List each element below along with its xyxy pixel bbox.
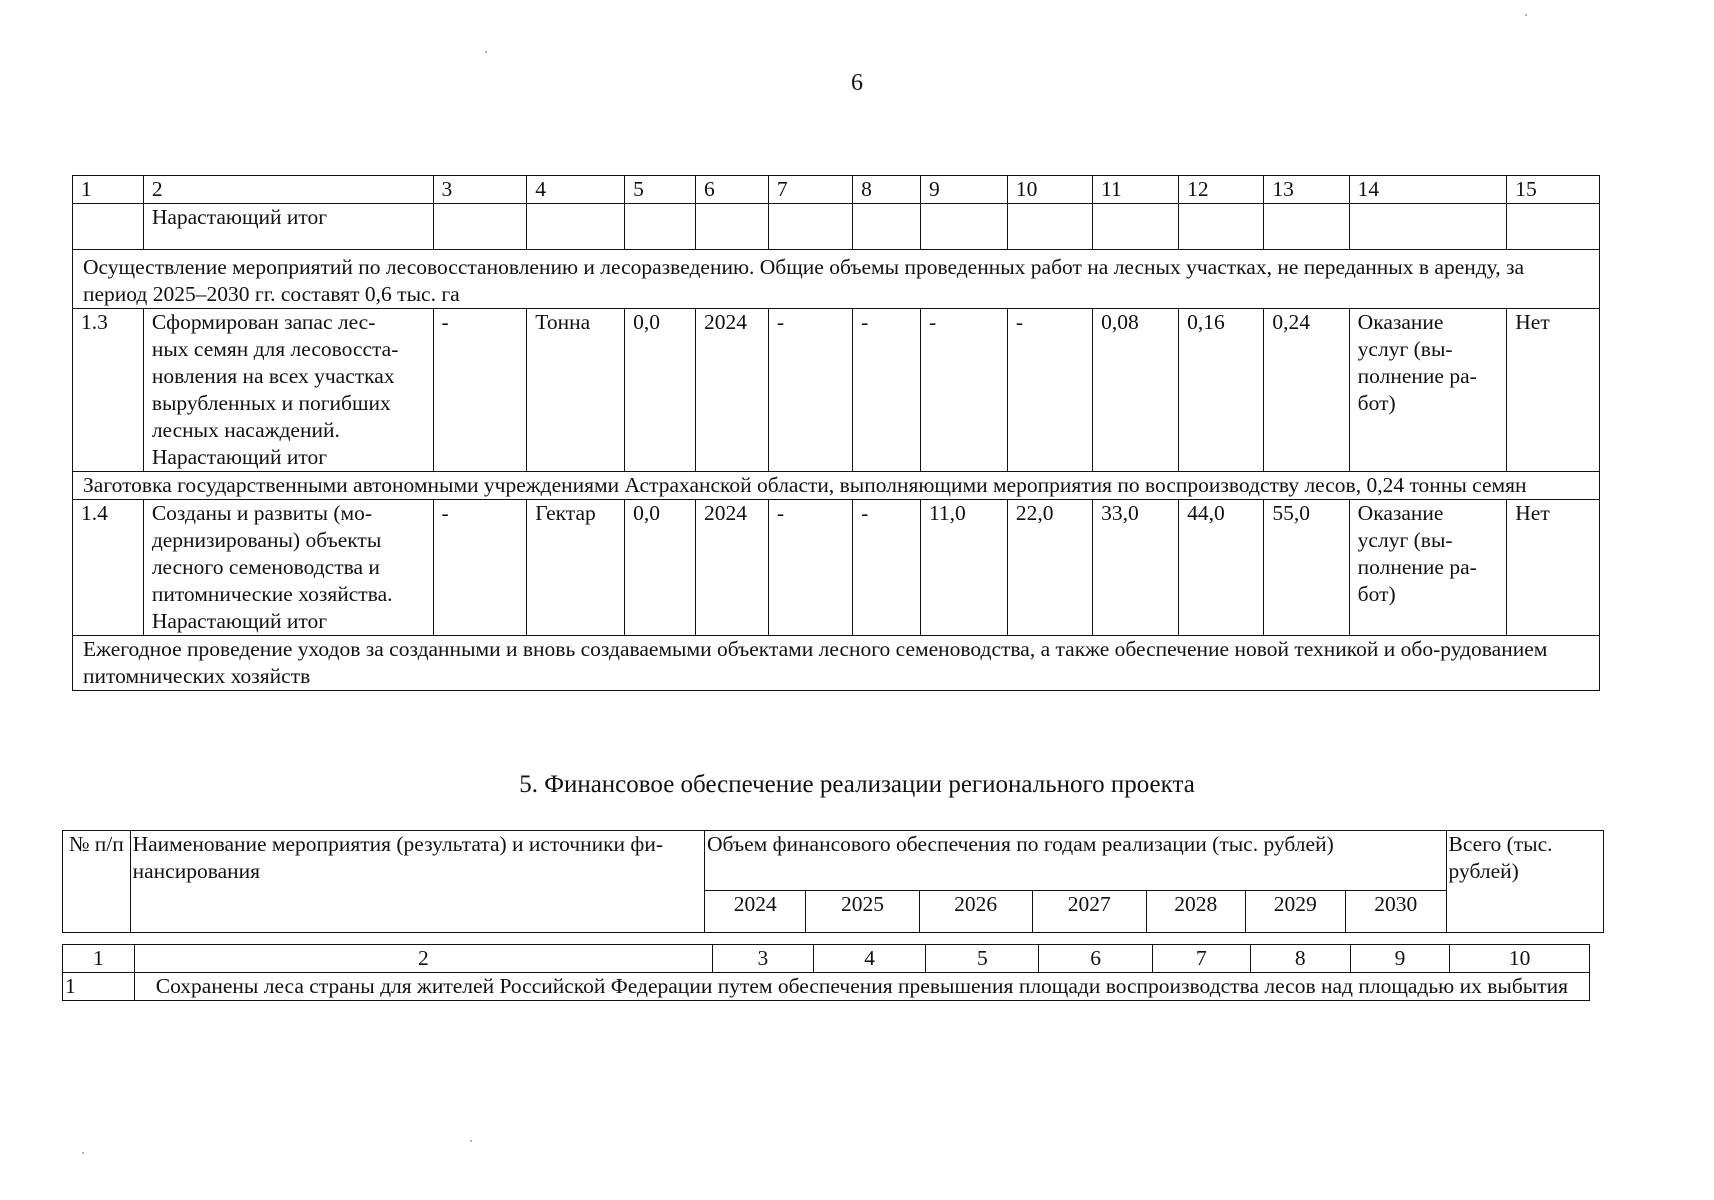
section-title: 5. Финансовое обеспечение реализации регионального проекта — [519, 771, 1195, 798]
finance-body-table — [62, 944, 1590, 1001]
header-num: № п/п — [63, 831, 131, 933]
cell-value: Нет — [1507, 500, 1600, 636]
cell-value: - — [853, 309, 921, 472]
table-row — [63, 973, 1590, 1001]
col-number: 3 — [712, 945, 813, 973]
note-text: Заготовка государственными автономными учреждениями Астраханской области, выполняющими мероприятия по воспроизводству лесов, 0,24 тонны семян — [73, 472, 1600, 500]
name-line: вырубленных и погибших — [151, 391, 391, 415]
col-number: 12 — [1179, 176, 1264, 204]
year-header: 2025 — [806, 891, 919, 933]
result-text: Сохранены леса страны для жителей Российской Федерации путем обеспечения превышения площади воспроизводства лесов над площадью их выбытия — [134, 973, 1589, 1001]
note-text: Ежегодное проведение уходов за созданными и вновь создаваемыми объектами лесного семеноводства, а также обеспечение новой техникой и обо-рудованием питомнических хозяйств — [73, 636, 1600, 691]
cell-value: 11,0 — [920, 500, 1007, 636]
scan-speck — [485, 51, 487, 53]
type-line: услуг (вы- — [1357, 337, 1453, 361]
col-number: 2 — [134, 945, 712, 973]
result-name — [143, 309, 433, 472]
year-header: 2026 — [919, 891, 1032, 933]
table-row — [73, 309, 1600, 472]
type-line: бот) — [1357, 582, 1396, 606]
cell-value: 55,0 — [1264, 500, 1349, 636]
col-number: 4 — [527, 176, 625, 204]
cell-value: - — [920, 309, 1007, 472]
column-number-row — [73, 176, 1600, 204]
type-line: услуг (вы- — [1357, 528, 1453, 552]
cell-value: 33,0 — [1093, 500, 1179, 636]
header-name: Наименование мероприятия (результата) и источники фи-нансирования — [130, 831, 704, 933]
scan-speck — [470, 1140, 472, 1142]
scan-speck — [82, 1152, 84, 1154]
name-line: лесного семеноводства и — [151, 555, 380, 579]
col-number: 2 — [143, 176, 433, 204]
col-number: 13 — [1264, 176, 1349, 204]
type-line: бот) — [1357, 391, 1396, 415]
result-name — [143, 500, 433, 636]
name-line: новления на всех участках — [151, 364, 395, 388]
cell-value: 0,24 — [1264, 309, 1349, 472]
cell-value: 44,0 — [1179, 500, 1264, 636]
page-number: 6 — [851, 70, 863, 96]
finance-header-table — [62, 830, 1604, 933]
column-number-row — [63, 945, 1590, 973]
col-number: 9 — [920, 176, 1007, 204]
table-row — [73, 500, 1600, 636]
col-number: 9 — [1350, 945, 1450, 973]
header-total: Всего (тыс. рублей) — [1446, 831, 1603, 933]
cumulative-row — [73, 204, 1600, 250]
header-volume: Объем финансового обеспечения по годам реализации (тыс. рублей) — [705, 831, 1447, 891]
name-line: Сформирован запас лес- — [151, 310, 376, 334]
base-value: 0,0 — [625, 309, 696, 472]
col-number: 7 — [1152, 945, 1250, 973]
cell-value: - — [433, 309, 527, 472]
note-row — [73, 472, 1600, 500]
year-header: 2027 — [1032, 891, 1146, 933]
col-number: 10 — [1450, 945, 1590, 973]
year-header: 2028 — [1146, 891, 1245, 933]
cell-value: - — [768, 500, 852, 636]
col-number: 8 — [1250, 945, 1350, 973]
col-number: 6 — [695, 176, 768, 204]
col-number: 14 — [1349, 176, 1507, 204]
cell-value: Нет — [1507, 309, 1600, 472]
name-line: ных семян для лесовосста- — [151, 337, 399, 361]
cell-value: - — [853, 500, 921, 636]
col-number: 11 — [1093, 176, 1179, 204]
cell-value: 0,16 — [1179, 309, 1264, 472]
header-row — [63, 831, 1604, 891]
type-line: полнение ра- — [1357, 364, 1477, 388]
result-type — [1349, 309, 1507, 472]
col-number: 1 — [73, 176, 144, 204]
name-line: питомнические хозяйства. — [151, 582, 393, 606]
col-number: 8 — [853, 176, 921, 204]
col-number: 5 — [625, 176, 696, 204]
cell-value: 0,08 — [1093, 309, 1179, 472]
col-number: 4 — [813, 945, 926, 973]
col-number: 15 — [1507, 176, 1600, 204]
name-line: Нарастающий итог — [151, 445, 328, 469]
year-header: 2024 — [705, 891, 806, 933]
name-line: Созданы и развиты (мо- — [151, 501, 373, 525]
col-number: 3 — [433, 176, 527, 204]
col-number: 10 — [1007, 176, 1092, 204]
note-row — [73, 250, 1600, 309]
note-row — [73, 636, 1600, 691]
result-type — [1349, 500, 1507, 636]
type-line: Оказание — [1357, 501, 1444, 525]
unit-cell: Тонна — [527, 309, 625, 472]
cell-value: - — [768, 309, 852, 472]
scan-speck — [1525, 14, 1527, 16]
unit-cell: Гектар — [527, 500, 625, 636]
type-line: Оказание — [1357, 310, 1444, 334]
col-number: 1 — [63, 945, 135, 973]
row-number: 1 — [63, 973, 135, 1001]
year-header: 2030 — [1346, 891, 1447, 933]
cell-value: - — [1007, 309, 1092, 472]
row-number: 1.4 — [73, 500, 144, 636]
col-number: 7 — [768, 176, 852, 204]
cell-value: - — [433, 500, 527, 636]
base-year: 2024 — [695, 500, 768, 636]
base-year: 2024 — [695, 309, 768, 472]
base-value: 0,0 — [625, 500, 696, 636]
name-line: Нарастающий итог — [151, 609, 328, 633]
type-line: полнение ра- — [1357, 555, 1477, 579]
col-number: 6 — [1039, 945, 1153, 973]
cell-value: 22,0 — [1007, 500, 1092, 636]
name-line: лесных насаждений. — [151, 418, 340, 442]
name-line: дернизированы) объекты — [151, 528, 382, 552]
row-number: 1.3 — [73, 309, 144, 472]
year-header: 2029 — [1245, 891, 1346, 933]
note-text: Осуществление мероприятий по лесовосстановлению и лесоразведению. Общие объемы проведенных работ на лесных участках, не переданных в аренду, за период 2025–2030 гг. составят 0,6 тыс. га — [73, 250, 1600, 309]
cumulative-label: Нарастающий итог — [143, 204, 433, 250]
results-table — [72, 175, 1600, 691]
col-number: 5 — [926, 945, 1039, 973]
